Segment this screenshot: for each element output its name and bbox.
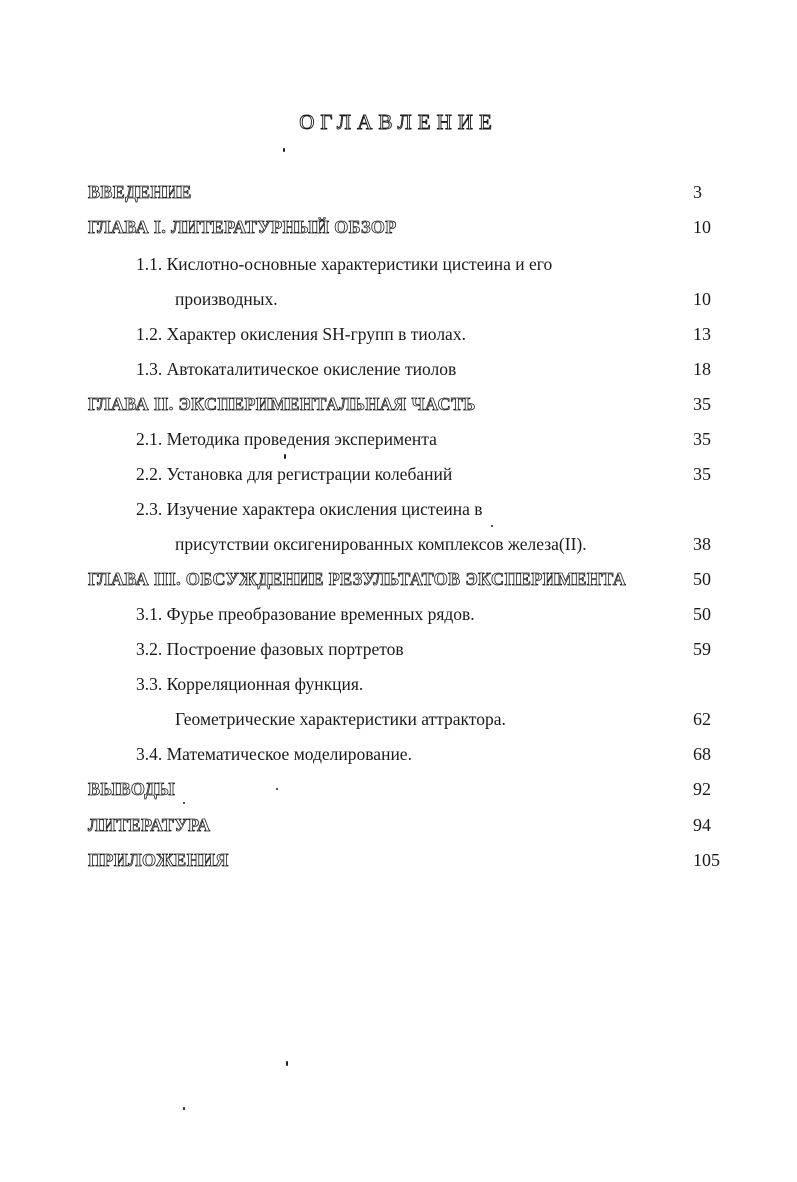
toc-entry-label: 1.3. Автокаталитическое окисление тиолов	[136, 359, 457, 379]
toc-entry-label: ГЛАВА I. ЛИТЕРАТУРНЫЙ ОБЗОР	[88, 217, 397, 237]
toc-entry-page: 10	[693, 217, 711, 237]
toc-entry-section-1-2	[136, 319, 718, 349]
toc-entry-section-2-3	[136, 494, 718, 524]
toc-entry-page: 92	[693, 779, 711, 799]
toc-entry-label: 3.2. Построение фазовых портретов	[136, 639, 404, 659]
toc-entry-conclusions	[88, 774, 718, 804]
toc-entry-page: 3	[693, 182, 702, 202]
toc-entry-section-1-3	[136, 354, 718, 384]
toc-entry-section-3-4	[136, 739, 718, 769]
toc-entry-page: 62	[693, 709, 711, 729]
scan-speck	[276, 788, 278, 790]
toc-entry-label: ГЛАВА II. ЭКСПЕРИМЕНТАЛЬНАЯ ЧАСТЬ	[88, 394, 476, 414]
toc-entry-label: ПРИЛОЖЕНИЯ	[88, 850, 229, 870]
toc-entry-intro	[88, 177, 718, 207]
toc-entry-label: производных.	[175, 289, 278, 309]
toc-entry-page: 10	[693, 289, 711, 309]
toc-entry-page: 68	[693, 744, 711, 764]
toc-entry-label: 2.1. Методика проведения эксперимента	[136, 429, 437, 449]
toc-entry-section-2-2	[136, 459, 718, 489]
toc-entry-section-2-3-cont	[175, 529, 718, 559]
toc-entry-label: 3.4. Математическое моделирование.	[136, 744, 412, 764]
scan-speck	[491, 525, 493, 527]
toc-entry-page: 35	[693, 394, 711, 414]
toc-entry-chapter-1	[88, 212, 718, 242]
toc-entry-label: присутствии оксигенированных комплексов железа(II).	[175, 534, 587, 554]
toc-entry-page: 105	[693, 850, 720, 870]
toc-entry-label: 1.2. Характер окисления SH-групп в тиолах.	[136, 324, 466, 344]
scan-speck	[183, 802, 185, 804]
toc-entry-page: 13	[693, 324, 711, 344]
toc-entry-section-3-1	[136, 599, 718, 629]
toc-entry-page: 35	[693, 429, 711, 449]
toc-entry-label: ВЫВОДЫ	[88, 779, 176, 799]
toc-entry-label: 2.2. Установка для регистрации колебаний	[136, 464, 453, 484]
toc-entry-page: 59	[693, 639, 711, 659]
toc-entry-label: ЛИТЕРАТУРА	[88, 815, 211, 835]
scan-speck	[183, 1107, 185, 1110]
toc-entry-section-1-1	[136, 249, 718, 279]
toc-entry-chapter-3	[88, 564, 718, 594]
toc-entry-page: 94	[693, 815, 711, 835]
toc-entry-section-3-3	[136, 669, 718, 699]
toc-title: ОГЛАВЛЕНИЕ	[299, 110, 498, 134]
toc-entry-section-3-2	[136, 634, 718, 664]
toc-entry-label: 3.1. Фурье преобразование временных рядов.	[136, 604, 475, 624]
scan-speck	[283, 148, 285, 152]
toc-entry-section-1-1-cont	[175, 284, 718, 314]
scan-speck	[284, 454, 286, 459]
toc-entry-page: 50	[693, 604, 711, 624]
toc-entry-page: 35	[693, 464, 711, 484]
toc-entry-label: 1.1. Кислотно-основные характеристики цистеина и его	[136, 254, 553, 274]
toc-entry-chapter-2	[88, 389, 718, 419]
toc-entry-page: 18	[693, 359, 711, 379]
toc-entry-label: ВВЕДЕНИЕ	[88, 182, 192, 202]
toc-entry-label: 3.3. Корреляционная функция.	[136, 674, 364, 694]
toc-entry-page: 38	[693, 534, 711, 554]
toc-entry-label: ГЛАВА III. ОБСУЖДЕНИЕ РЕЗУЛЬТАТОВ ЭКСПЕРИМЕНТА	[88, 569, 627, 589]
toc-entry-section-2-1	[136, 424, 718, 454]
toc-entry-label: Геометрические характеристики аттрактора.	[175, 709, 506, 729]
toc-entry-appendices	[88, 845, 718, 875]
toc-entry-label: 2.3. Изучение характера окисления цистеина в	[136, 499, 483, 519]
toc-entry-literature	[88, 810, 718, 840]
toc-entry-section-3-3-cont	[175, 704, 718, 734]
scan-speck	[286, 1061, 288, 1066]
toc-entry-page: 50	[693, 569, 711, 589]
